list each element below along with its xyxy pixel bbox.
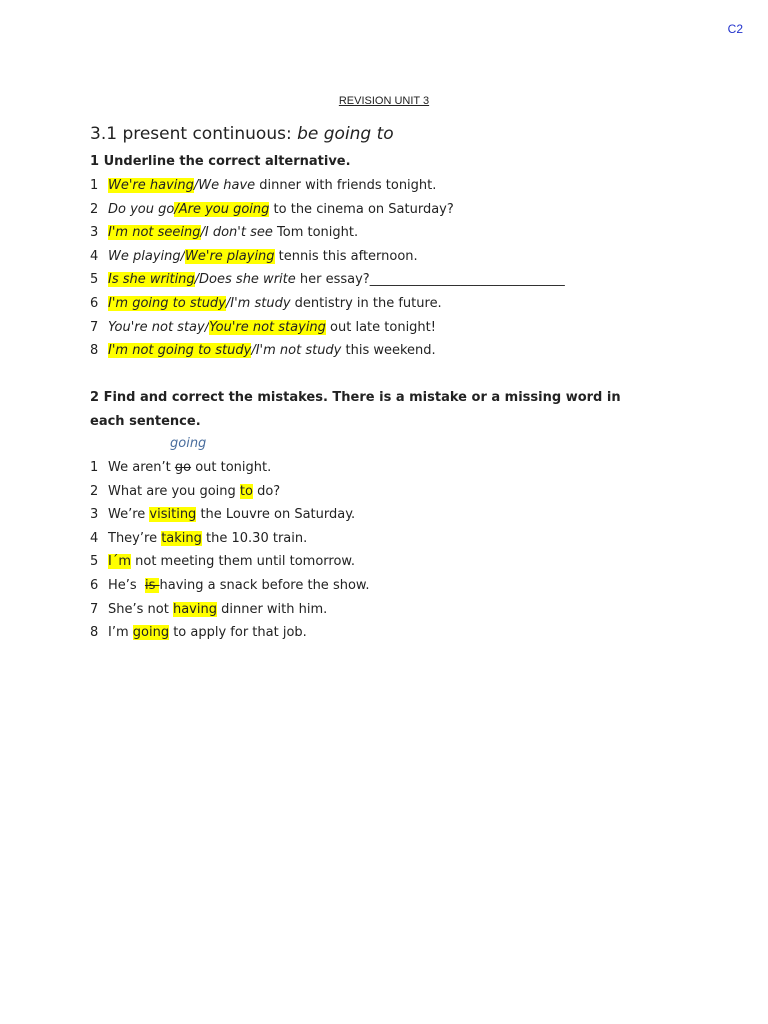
item-text: I’m — [108, 625, 133, 641]
list-item — [90, 292, 565, 316]
item-text: What are you going — [108, 483, 240, 499]
highlighted-text: visiting — [149, 507, 197, 523]
item-number: 1 — [90, 460, 99, 475]
item-text: Do you go — [108, 201, 175, 217]
exercise-1-list — [90, 174, 565, 363]
item-number: 8 — [90, 625, 99, 641]
item-text: She’s not — [108, 601, 173, 617]
list-item — [90, 574, 369, 598]
item-text: You're not stay — [108, 319, 205, 335]
highlighted-text: having — [172, 601, 217, 617]
item-number: 7 — [90, 601, 99, 617]
list-item — [90, 598, 369, 622]
item-text: dinner with him. — [216, 601, 328, 617]
item-number: 4 — [90, 248, 99, 264]
highlighted-text: I'm not going to study — [108, 343, 252, 359]
item-text: We aren’t — [108, 460, 175, 475]
item-number: 1 — [90, 178, 99, 193]
item-number: 6 — [90, 577, 99, 593]
item-text: out late tonight! — [325, 319, 436, 335]
highlighted-text: to — [239, 483, 253, 499]
list-item — [90, 268, 565, 292]
item-text: We playing — [108, 248, 181, 264]
exercise-1-title: 1 Underline the correct alternative. — [90, 154, 351, 169]
list-item — [90, 621, 369, 645]
item-number: 2 — [90, 201, 99, 217]
item-text: / — [180, 248, 186, 264]
correction-note: going — [170, 436, 207, 451]
item-text: dentistry in the future. — [290, 295, 442, 311]
page-tag: C2 — [727, 22, 743, 36]
item-text: this weekend. — [341, 343, 436, 359]
item-text: do? — [252, 483, 281, 499]
document-title: REVISION UNIT 3 — [338, 95, 430, 107]
highlighted-text: I'm not seeing — [108, 225, 201, 241]
list-item — [90, 339, 565, 363]
list-item — [90, 527, 369, 551]
list-item — [90, 245, 565, 269]
highlighted-text: Is she writing — [108, 272, 195, 288]
list-item — [90, 480, 369, 504]
item-text: tennis this afternoon. — [274, 248, 418, 264]
item-text: /I'm not study — [251, 343, 342, 359]
highlighted-text: We're having — [108, 178, 194, 193]
item-number: 5 — [90, 272, 99, 288]
item-number: 5 — [90, 554, 99, 570]
list-item — [90, 221, 565, 245]
list-item — [90, 456, 369, 480]
item-text: We’re — [108, 507, 150, 523]
item-text: / — [204, 319, 210, 335]
list-item — [90, 550, 369, 574]
highlighted-text: is — [144, 577, 160, 593]
item-number: 8 — [90, 343, 99, 359]
list-item — [90, 316, 565, 340]
section-heading-emphasis: be going to — [297, 124, 394, 144]
item-text: /Does she write — [194, 272, 296, 288]
item-text: /I don't see — [200, 225, 273, 241]
item-text: to the cinema on Saturday? — [269, 201, 454, 217]
section-heading-prefix: 3.1 present continuous: — [90, 124, 298, 144]
item-number: 7 — [90, 319, 99, 335]
item-number: 2 — [90, 483, 99, 499]
exercise-2-title: 2 Find and correct the mistakes. There is a mistake or a missing word in each sentence. — [90, 390, 621, 429]
struck-text: go — [174, 460, 192, 475]
highlighted-text: You're not staying — [209, 319, 326, 335]
item-text: /We have — [193, 178, 256, 193]
item-text: the Louvre on Saturday. — [196, 507, 356, 523]
item-number: 6 — [90, 295, 99, 311]
item-number: 4 — [90, 530, 99, 546]
list-item — [90, 174, 565, 198]
section-heading — [90, 124, 394, 144]
item-number: 3 — [90, 507, 99, 523]
item-text: dinner with friends tonight. — [255, 178, 437, 193]
list-item — [90, 198, 565, 222]
item-text: not meeting them until tomorrow. — [131, 554, 355, 570]
item-text: out tonight. — [191, 460, 272, 475]
item-text: They’re — [108, 530, 162, 546]
item-text: Tom tonight. — [272, 225, 359, 241]
exercise-2-list — [90, 456, 369, 645]
item-text: her essay?______________________________ — [295, 272, 565, 288]
item-text: to apply for that job. — [169, 625, 307, 641]
item-text: He’s — [108, 577, 145, 593]
item-text: having a snack before the show. — [159, 577, 370, 593]
highlighted-text: taking — [161, 530, 202, 546]
list-item — [90, 503, 369, 527]
item-text: /I'm study — [225, 295, 291, 311]
highlighted-text: I'm going to study — [108, 295, 226, 311]
highlighted-text: I´m — [108, 554, 131, 570]
item-number: 3 — [90, 225, 99, 241]
highlighted-text: We're playing — [185, 248, 275, 264]
highlighted-text: going — [132, 625, 170, 641]
item-text: the 10.30 train. — [201, 530, 308, 546]
highlighted-text: /Are you going — [174, 201, 270, 217]
